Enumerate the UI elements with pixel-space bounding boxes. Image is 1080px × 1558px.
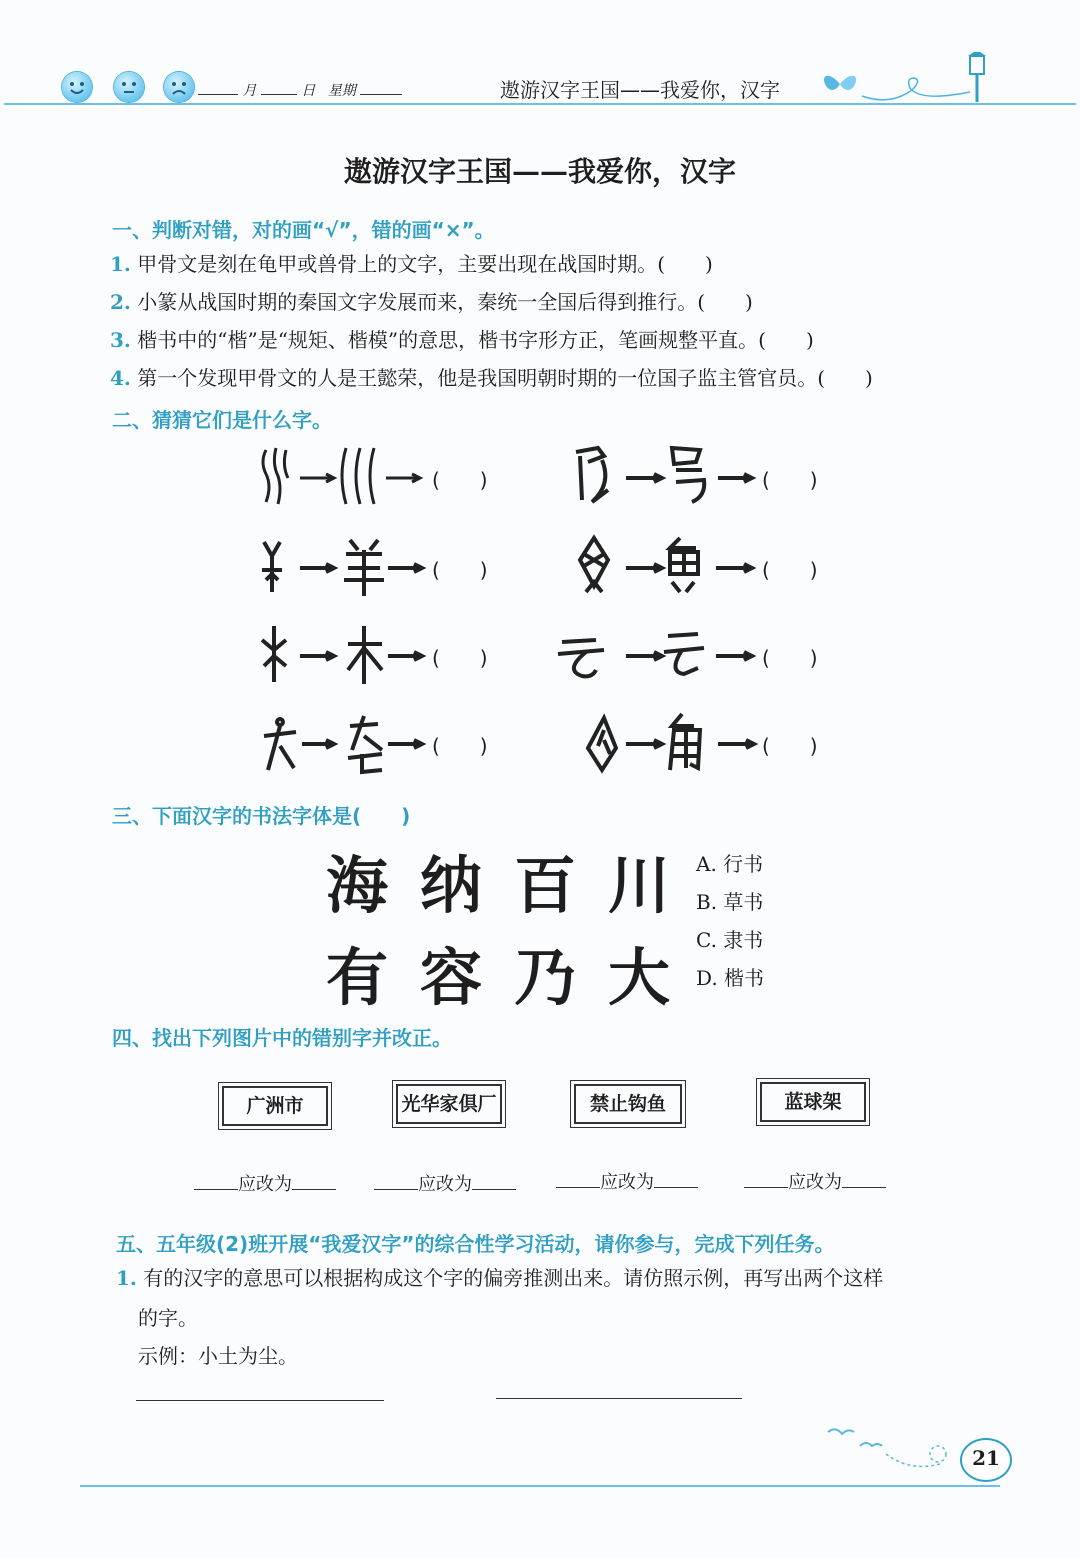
header-rule: [4, 103, 1076, 105]
sad-face-icon: [164, 72, 194, 102]
question-number: 3.: [110, 328, 131, 352]
weekday-blank[interactable]: [360, 94, 402, 95]
answer-line-1[interactable]: [136, 1400, 384, 1401]
correction-line: [374, 1170, 516, 1196]
question-3: [110, 326, 814, 354]
question-number: 2.: [110, 290, 131, 314]
running-title: 遨游汉字王国——我爱你，汉字: [500, 78, 780, 102]
section1-heading: 一、判断对错，对的画“√”，错的画“×”。: [112, 218, 495, 242]
answer-paren[interactable]: ( ): [762, 558, 818, 582]
day-blank[interactable]: [261, 94, 297, 95]
task-text: 有的汉字的意思可以根据构成这个字的偏旁推测出来。请仿照示例，再写出两个这样: [143, 1266, 884, 1290]
answer-paren[interactable]: ( ): [432, 734, 488, 758]
page-title: 遨游汉字王国——我爱你，汉字: [343, 155, 736, 188]
ancient-glyph-niao-icon: [568, 440, 768, 510]
answer-paren[interactable]: ( ): [432, 468, 488, 492]
sign-card: 蓝球架: [760, 1082, 866, 1122]
lamp-post-icon: [860, 52, 990, 104]
fix-label: 应改为: [238, 1174, 292, 1195]
fix-label: 应改为: [418, 1174, 472, 1195]
correct-char-blank[interactable]: [472, 1189, 516, 1190]
correct-char-blank[interactable]: [842, 1187, 886, 1188]
ancient-glyph-da-icon: [258, 706, 548, 776]
day-label: 日: [301, 83, 316, 99]
answer-paren[interactable]: ( ): [762, 646, 818, 670]
task-1-line-2: 的字。: [138, 1306, 198, 1330]
question-1: [110, 250, 713, 278]
correction-line: [744, 1168, 886, 1194]
correct-char-blank[interactable]: [654, 1187, 698, 1188]
question-text[interactable]: 第一个发现甲骨文的人是王懿荣，他是我国明朝时期的一位国子监主管官员。( ): [137, 366, 873, 390]
fix-label: 应改为: [600, 1172, 654, 1193]
ancient-glyph-chuan-icon: [258, 440, 548, 510]
fix-label: 应改为: [788, 1172, 842, 1193]
ancient-glyph-yu-icon: [568, 530, 768, 600]
page-number: 21: [972, 1446, 1000, 1470]
question-text[interactable]: 楷书中的“楷”是“规矩、楷模”的意思，楷书字形方正，笔画规整平直。( ): [137, 328, 814, 352]
task-1-line-1: [116, 1264, 883, 1292]
calligraphy-line-1: 海纳百川: [326, 849, 703, 922]
calligraphy-line-2: 有容乃大: [326, 941, 703, 1014]
wrong-char-blank[interactable]: [194, 1189, 238, 1190]
answer-line-2[interactable]: [496, 1398, 742, 1399]
option-d[interactable]: D. 楷书: [696, 966, 765, 990]
task-example: 示例：小土为尘。: [138, 1344, 298, 1368]
option-b[interactable]: B. 草书: [696, 890, 764, 914]
sign-card: 光华家倶厂: [396, 1084, 502, 1124]
question-text[interactable]: 小篆从战国时期的秦国文字发展而来，秦统一全国后得到推行。( ): [137, 290, 753, 314]
question-4: [110, 364, 873, 392]
question-number: 4.: [110, 366, 131, 390]
butterfly-icon: [818, 66, 862, 102]
month-label: 月: [242, 83, 257, 99]
section2-heading: 二、猜猜它们是什么字。: [112, 408, 332, 432]
section4-heading: 四、找出下列图片中的错别字并改正。: [112, 1026, 452, 1050]
question-number: 1.: [110, 252, 131, 276]
month-blank[interactable]: [198, 94, 238, 95]
sign-card: 广洲市: [222, 1086, 328, 1126]
ancient-glyph-jiao-icon: [578, 706, 768, 776]
flying-birds-icon: [820, 1424, 960, 1484]
neutral-face-icon: [114, 72, 144, 102]
ancient-glyph-yang-icon: [258, 530, 548, 600]
answer-paren[interactable]: ( ): [432, 558, 488, 582]
answer-paren[interactable]: ( ): [432, 646, 488, 670]
footer-rule: [80, 1485, 1000, 1487]
correction-line: [556, 1168, 698, 1194]
weekday-label: 星期: [327, 83, 356, 99]
date-fields: [198, 80, 402, 100]
answer-paren[interactable]: ( ): [762, 734, 818, 758]
option-c[interactable]: C. 隶书: [696, 928, 764, 952]
question-text[interactable]: 甲骨文是刻在龟甲或兽骨上的文字，主要出现在战国时期。( ): [137, 252, 713, 276]
ancient-glyph-yun-icon: [556, 618, 768, 688]
wrong-char-blank[interactable]: [374, 1189, 418, 1190]
question-2: [110, 288, 753, 316]
smiley-face-icon: [62, 72, 92, 102]
wrong-char-blank[interactable]: [556, 1187, 600, 1188]
sign-card: 禁止钩鱼: [574, 1084, 682, 1124]
section5-heading: 五、五年级(2)班开展“我爱汉字”的综合性学习活动，请你参与，完成下列任务。: [116, 1232, 835, 1256]
answer-paren[interactable]: ( ): [762, 468, 818, 492]
ancient-glyph-mu-icon: [258, 618, 548, 688]
option-a[interactable]: A. 行书: [696, 852, 764, 876]
correct-char-blank[interactable]: [292, 1189, 336, 1190]
section3-heading: 三、下面汉字的书法字体是( ): [112, 804, 411, 828]
correction-line: [194, 1170, 336, 1196]
task-number: 1.: [116, 1266, 137, 1290]
wrong-char-blank[interactable]: [744, 1187, 788, 1188]
